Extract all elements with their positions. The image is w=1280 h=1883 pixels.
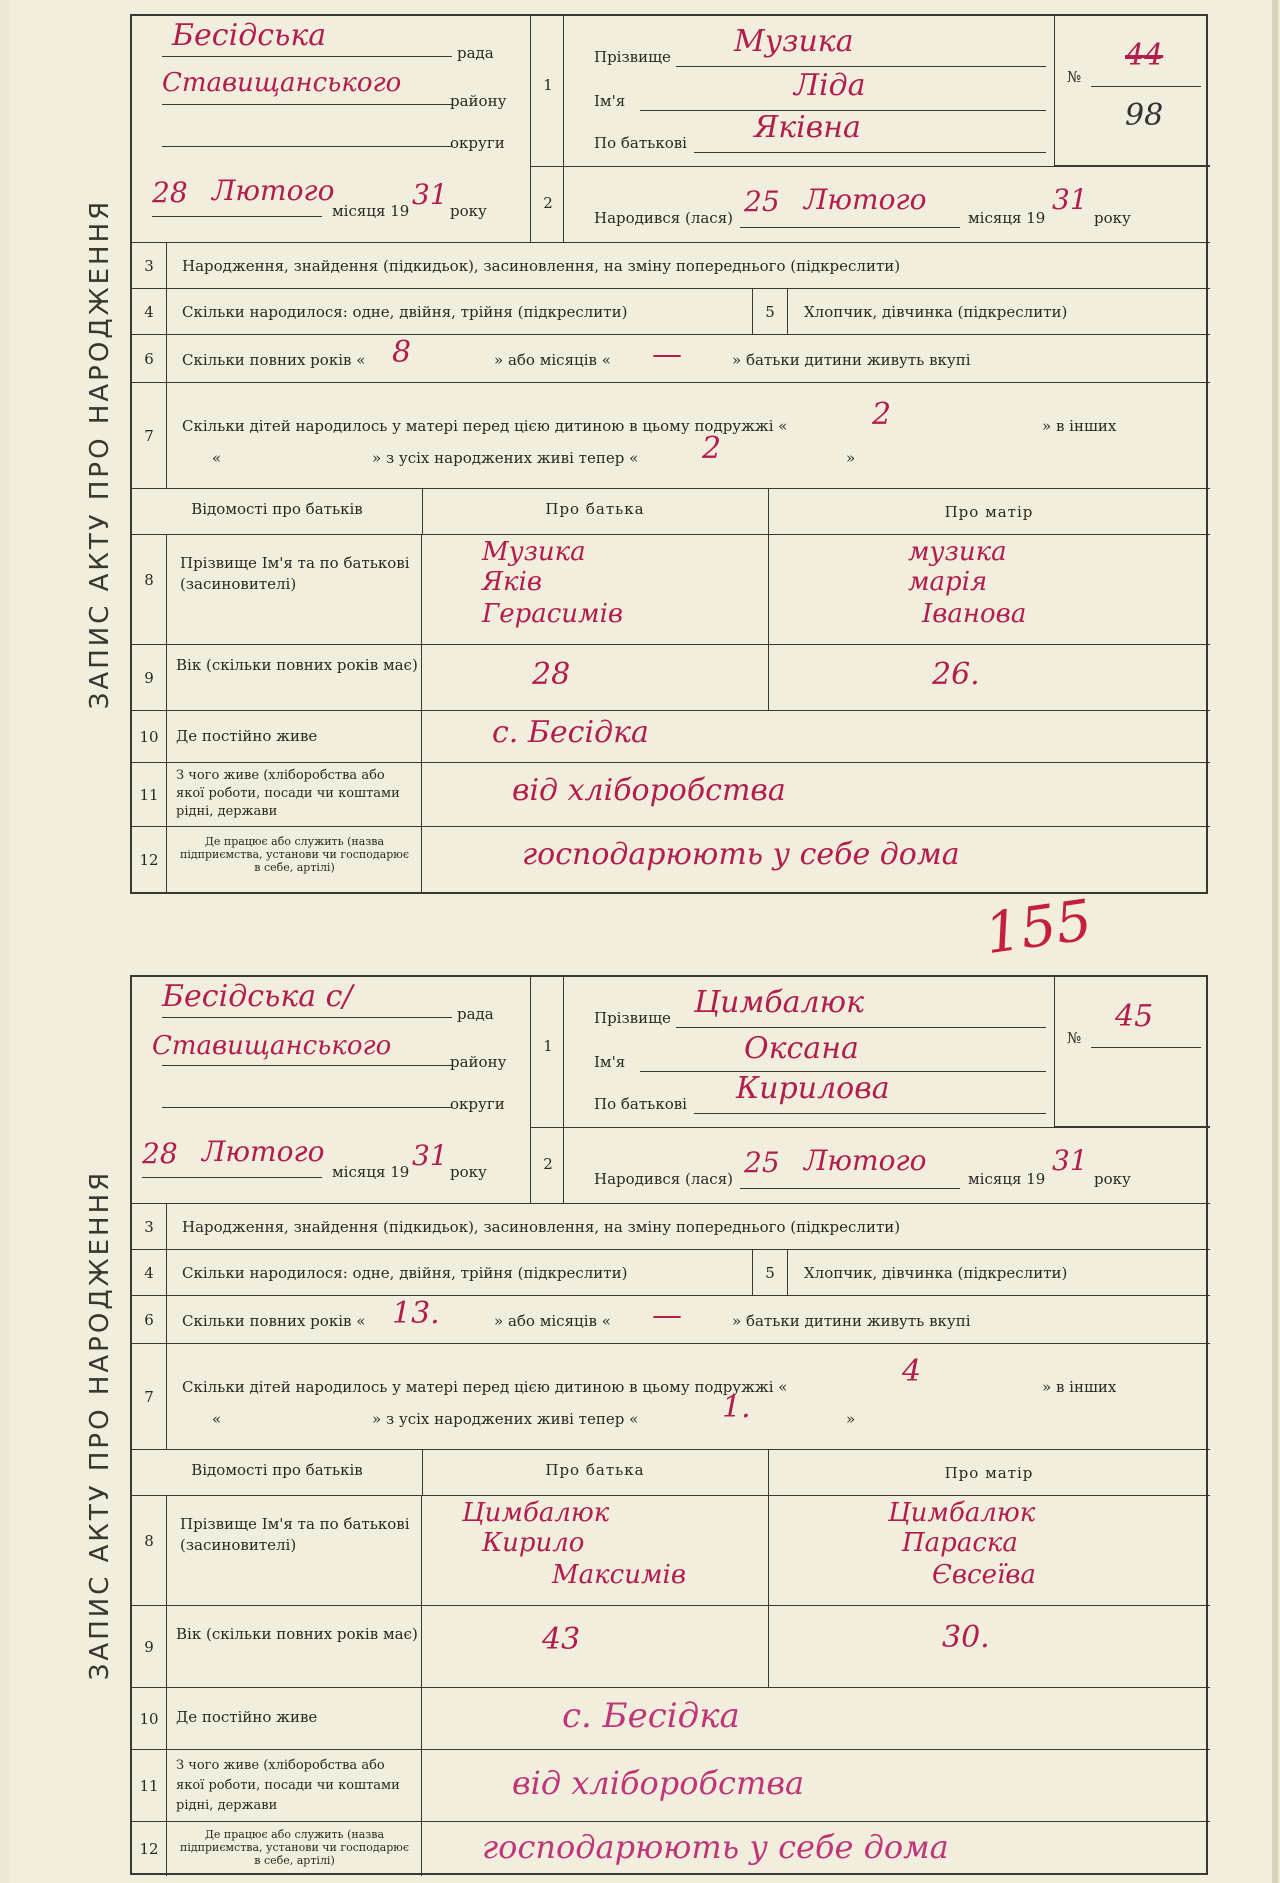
father-surname: Цимбалюк: [462, 1498, 610, 1528]
year-label: року: [450, 1163, 487, 1181]
okrug-label: округи: [450, 134, 505, 152]
council-name: Бесідська с/: [162, 979, 353, 1014]
reg-year: 31: [412, 1139, 448, 1172]
council-name: Бесідська: [172, 18, 327, 53]
district-name: Ставищанського: [162, 68, 402, 98]
birth-record-form-2: [85, 975, 1208, 1875]
name-label: Ім'я: [594, 92, 626, 110]
mother-patronymic: Іванова: [922, 599, 1027, 629]
sex-text: Хлопчик, дівчинка (підкреслити): [804, 1264, 1068, 1282]
residence: с. Бесідка: [492, 715, 649, 750]
workplace: господарюють у себе дома: [522, 837, 960, 872]
birth-count-text: Скільки народилося: одне, двійня, трійня (підкреслити): [182, 303, 628, 321]
mother-patronymic: Євсеїва: [932, 1560, 1036, 1590]
row-11-livelihood: 11 З чого живе (хліборобства або якої роботи, посади чи коштами рідні, держави від хліборобства: [132, 1749, 1210, 1821]
row-10-residence: 10 Де постійно живе с. Бесідка: [132, 710, 1210, 762]
child-name-block: [564, 977, 1054, 1127]
row-8-parent-names: 8 Прізвище Ім'я та по батькові (засиновителі) Цимбалюк Кирило Максимів Цимбалюк Параска Євсеїва: [132, 1495, 1210, 1605]
row-9-ages: 9 Вік (скільки повних років має) 28 26.: [132, 644, 1210, 710]
mother-age: 26.: [932, 657, 980, 692]
row-4-5: 4 Скільки народилося: одне, двійня, трійня (підкреслити) 5 Хлопчик, дівчинка (підкреслити): [132, 1249, 1210, 1295]
council-label: рада: [457, 1005, 494, 1023]
birth-month: Лютого: [804, 1144, 927, 1177]
child-surname: Музика: [734, 24, 854, 59]
name-label: Ім'я: [594, 1053, 626, 1071]
livelihood: від хліборобства: [512, 773, 786, 808]
reg-year: 31: [412, 178, 448, 211]
children-alive: 1.: [722, 1390, 751, 1425]
surname-label: Прізвище: [594, 1009, 671, 1027]
reg-day: 28: [152, 176, 188, 209]
reg-month: Лютого: [212, 174, 335, 207]
row-9-ages: 9 Вік (скільки повних років має) 43 30.: [132, 1605, 1210, 1687]
child-name: Оксана: [744, 1031, 859, 1066]
row-number: 1: [543, 1037, 553, 1055]
event-type-text: Народження, знайдення (підкидьок), засиновлення, на зміну попереднього (підкреслити): [182, 1218, 901, 1236]
month-label: місяця 19: [332, 202, 410, 220]
record-number-2: 98: [1125, 98, 1164, 133]
livelihood: від хліборобства: [512, 1764, 805, 1802]
months-together: —: [652, 337, 682, 372]
row-6-cohabitation: 6 Скільки повних років « 13. » або місяців « — » батьки дитини живуть вкупі: [132, 1295, 1210, 1343]
father-patronymic: Герасимів: [482, 599, 624, 629]
birth-record-form-1: [85, 14, 1208, 894]
record-number: 45: [1115, 999, 1154, 1034]
mother-name: Параска: [902, 1528, 1018, 1558]
residence: с. Бесідка: [562, 1696, 740, 1736]
mother-name: марія: [908, 567, 988, 597]
row-number: 2: [543, 194, 553, 212]
archive-page: [10, 0, 1278, 1883]
child-surname: Цимбалюк: [694, 985, 864, 1020]
row-3-event-type: 3 Народження, знайдення (підкидьок), засиновлення, на зміну попереднього (підкреслити): [132, 1203, 1210, 1249]
birth-year: 31: [1052, 1144, 1088, 1177]
parents-header-row: Відомості про батьків Про батька Про матір: [132, 488, 1210, 534]
father-age: 43: [542, 1622, 581, 1657]
reg-month: Лютого: [202, 1135, 325, 1168]
years-together: 13.: [392, 1296, 440, 1331]
father-name: Яків: [482, 567, 542, 597]
year-label: року: [450, 202, 487, 220]
number-label: №: [1067, 68, 1082, 86]
side-title: ЗАПИС АКТУ ПРО НАРОДЖЕННЯ: [70, 16, 132, 892]
father-age: 28: [532, 657, 571, 692]
district-label: району: [450, 92, 507, 110]
year-label: року: [1094, 209, 1131, 227]
registry-office-block: [132, 16, 530, 242]
row-12-workplace: 12 Де працює або служить (назва підприємства, установи чи господарює в себе, артілі) господарюють у себе дома: [132, 826, 1210, 892]
children-this-marriage: 4: [902, 1354, 922, 1389]
record-number-block: [1054, 977, 1210, 1127]
reg-day: 28: [142, 1137, 178, 1170]
row-12-workplace: 12 Де працює або служить (назва підприємства, установи чи господарює в себе, артілі) господарюють у себе дома: [132, 1821, 1210, 1875]
patronymic-label: По батькові: [594, 1095, 687, 1113]
record-number-block: [1054, 16, 1210, 166]
row-11-livelihood: 11 З чого живе (хліборобства або якої роботи, посади чи коштами рідні, держави від хліборобства: [132, 762, 1210, 826]
parents-header-row: Відомості про батьків Про батька Про матір: [132, 1449, 1210, 1495]
registry-office-block: [132, 977, 530, 1203]
record-number: 44: [1125, 38, 1164, 73]
row-10-residence: 10 Де постійно живе с. Бесідка: [132, 1687, 1210, 1749]
months-together: —: [652, 1298, 682, 1333]
month-label: місяця 19: [968, 209, 1046, 227]
birth-date-block: [564, 166, 1210, 242]
birth-month: Лютого: [804, 183, 927, 216]
child-patronymic: Кирилова: [736, 1071, 890, 1106]
council-label: рада: [457, 44, 494, 62]
patronymic-label: По батькові: [594, 134, 687, 152]
row-8-parent-names: 8 Прізвище Ім'я та по батькові (засиновителі) Музика Яків Герасимів музика марія Іванова: [132, 534, 1210, 644]
row-number: 1: [543, 76, 553, 94]
birth-date-block: [564, 1127, 1210, 1203]
birth-count-text: Скільки народилося: одне, двійня, трійня (підкреслити): [182, 1264, 628, 1282]
father-patronymic: Максимів: [552, 1560, 686, 1590]
sex-text: Хлопчик, дівчинка (підкреслити): [804, 303, 1068, 321]
mother-surname: Цимбалюк: [888, 1498, 1036, 1528]
year-label: року: [1094, 1170, 1131, 1188]
margin-number: 155: [980, 887, 1096, 968]
father-name: Кирило: [482, 1528, 585, 1558]
row-7-children: 7 Скільки дітей народилось у матері перед цією дитиною в цьому подружжі « 2 » в інших « » з усіх народжених живі тепер « 2 »: [132, 382, 1210, 488]
child-name-block: [564, 16, 1054, 166]
month-label: місяця 19: [332, 1163, 410, 1181]
born-label: Народився (лася): [594, 209, 734, 227]
row-number: 2: [543, 1155, 553, 1173]
surname-label: Прізвище: [594, 48, 671, 66]
row-7-children: 7 Скільки дітей народилось у матері перед цією дитиною в цьому подружжі « 4 » в інших « » з усіх народжених живі тепер « 1. »: [132, 1343, 1210, 1449]
row-3-event-type: 3 Народження, знайдення (підкидьок), засиновлення, на зміну попереднього (підкреслити): [132, 242, 1210, 288]
row-6-cohabitation: 6 Скільки повних років « 8 » або місяців « — » батьки дитини живуть вкупі: [132, 334, 1210, 382]
years-together: 8: [392, 335, 412, 370]
mother-surname: музика: [908, 537, 1007, 567]
birth-day: 25: [744, 185, 780, 218]
mother-age: 30.: [942, 1620, 990, 1655]
row-4-5: 4 Скільки народилося: одне, двійня, трійня (підкреслити) 5 Хлопчик, дівчинка (підкреслити): [132, 288, 1210, 334]
district-label: району: [450, 1053, 507, 1071]
okrug-label: округи: [450, 1095, 505, 1113]
father-surname: Музика: [482, 537, 586, 567]
number-label: №: [1067, 1029, 1082, 1047]
children-this-marriage: 2: [872, 397, 892, 432]
child-name: Ліда: [794, 68, 866, 103]
child-patronymic: Яківна: [754, 110, 861, 145]
workplace: господарюють у себе дома: [482, 1828, 949, 1866]
district-name: Ставищанського: [152, 1031, 392, 1061]
side-title: ЗАПИС АКТУ ПРО НАРОДЖЕННЯ: [70, 977, 132, 1873]
birth-year: 31: [1052, 183, 1088, 216]
event-type-text: Народження, знайдення (підкидьок), засиновлення, на зміну попереднього (підкреслити): [182, 257, 901, 275]
born-label: Народився (лася): [594, 1170, 734, 1188]
birth-day: 25: [744, 1146, 780, 1179]
month-label: місяця 19: [968, 1170, 1046, 1188]
children-alive: 2: [702, 431, 722, 466]
